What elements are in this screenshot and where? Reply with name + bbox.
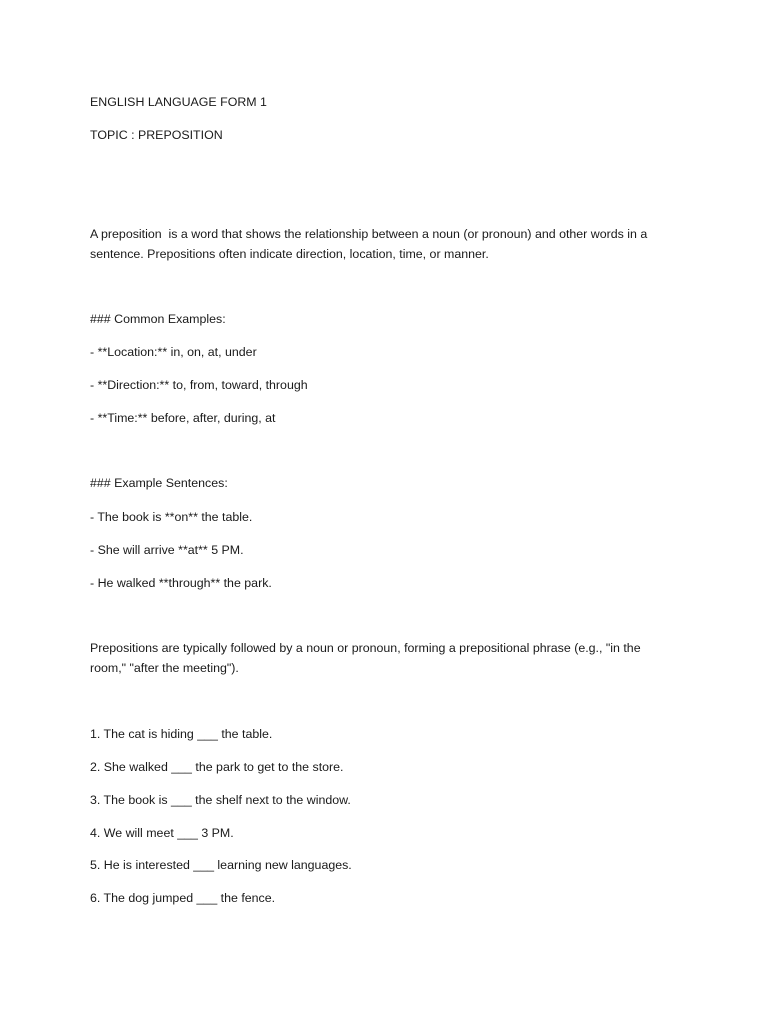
topic-heading: TOPIC : PREPOSITION bbox=[90, 128, 223, 142]
intro-paragraph bbox=[90, 224, 680, 264]
exercise-item: 2. She walked ___ the park to get to the store. bbox=[90, 760, 344, 774]
sentence-item: - She will arrive **at** 5 PM. bbox=[90, 543, 244, 557]
phrase-note-line: room," "after the meeting"). bbox=[90, 661, 239, 675]
sentence-item: - He walked **through** the park. bbox=[90, 576, 272, 590]
exercise-item: 3. The book is ___ the shelf next to the window. bbox=[90, 793, 351, 807]
common-examples-heading: ### Common Examples: bbox=[90, 312, 226, 326]
document-title: ENGLISH LANGUAGE FORM 1 bbox=[90, 95, 267, 109]
intro-line: A preposition is a word that shows the relationship between a noun (or pronoun) and other words in a bbox=[90, 227, 648, 241]
example-item: - **Location:** in, on, at, under bbox=[90, 345, 257, 359]
example-item: - **Direction:** to, from, toward, through bbox=[90, 378, 308, 392]
exercise-item: 1. The cat is hiding ___ the table. bbox=[90, 727, 273, 741]
exercise-item: 4. We will meet ___ 3 PM. bbox=[90, 826, 234, 840]
example-sentences-heading: ### Example Sentences: bbox=[90, 476, 228, 490]
exercise-item: 5. He is interested ___ learning new languages. bbox=[90, 858, 352, 872]
example-item: - **Time:** before, after, during, at bbox=[90, 411, 276, 425]
intro-line: sentence. Prepositions often indicate direction, location, time, or manner. bbox=[90, 247, 489, 261]
exercise-item: 6. The dog jumped ___ the fence. bbox=[90, 891, 276, 905]
sentence-item: - The book is **on** the table. bbox=[90, 510, 253, 524]
phrase-note-line: Prepositions are typically followed by a noun or pronoun, forming a prepositional phrase (e.g., "in the bbox=[90, 641, 641, 655]
phrase-note-paragraph bbox=[90, 638, 680, 678]
